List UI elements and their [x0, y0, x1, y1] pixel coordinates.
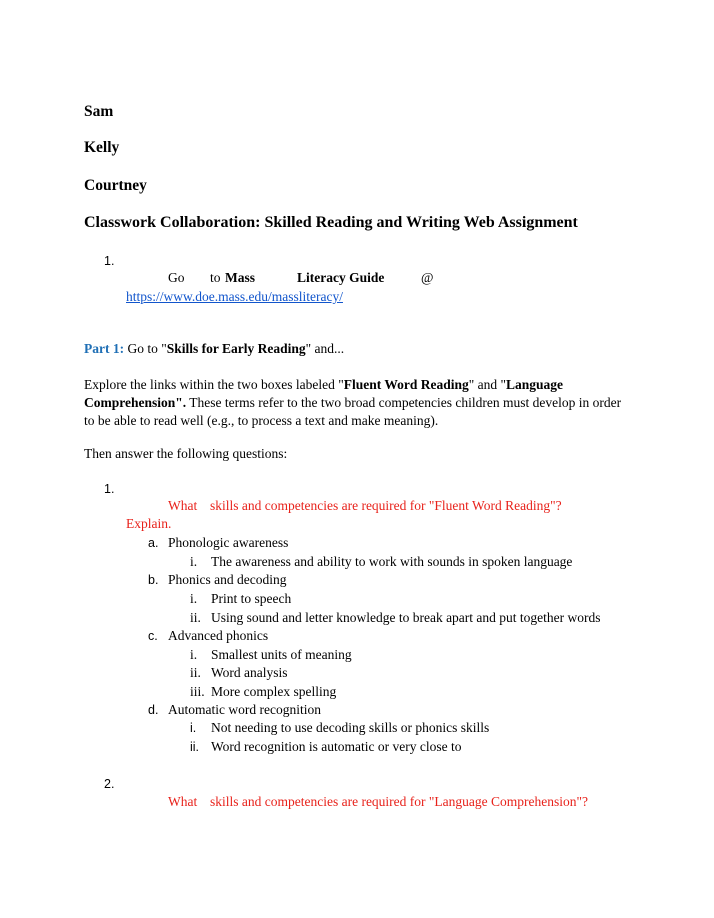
step-1-go: Go [168, 270, 185, 285]
step-1-mass: Mass [225, 270, 255, 285]
list-letter-b: b. [148, 573, 159, 587]
list-roman-b-ii: ii. [190, 610, 201, 625]
list-roman-b-i: i. [190, 591, 198, 606]
list-letter-d: d. [148, 703, 159, 717]
list-item-d: Automatic word recognition [168, 702, 321, 717]
step-1-number: 1. [104, 254, 115, 268]
list-subitem-c-ii: Word analysis [211, 665, 288, 680]
question-2-number: 2. [104, 777, 115, 791]
step-1-literacy-guide: Literacy Guide [297, 270, 385, 285]
list-subitem-c-i: Smallest units of meaning [211, 647, 352, 662]
step-1-to: to [210, 270, 221, 285]
explore-text-3: These terms refer to the two broad competencies children must develop in order to be able to read well (e.g., to process a text and make meaning). [84, 395, 622, 428]
list-item-b: Phonics and decoding [168, 572, 287, 587]
question-2-text: skills and competencies are required for "Language Comprehension"? [210, 794, 589, 809]
list-subitem-b-i: Print to speech [211, 591, 292, 606]
list-roman-c-iii: iii. [190, 684, 205, 699]
explore-paragraph [84, 376, 624, 430]
list-letter-a: a. [148, 536, 159, 550]
explore-fluent-word-reading: Fluent Word Reading [343, 377, 469, 392]
part-1-line [84, 341, 344, 357]
list-letter-c: c. [148, 629, 158, 643]
list-subitem-b-ii: Using sound and letter knowledge to break apart and put together words [211, 610, 601, 625]
list-roman-d-i: i. [190, 721, 197, 735]
part-1-post: " and... [305, 341, 345, 356]
list-subitem-c-iii: More complex spelling [211, 684, 337, 699]
step-1-at: @ [421, 270, 434, 285]
student-name-3: Courtney [84, 177, 147, 194]
part-1-pre: Go to " [124, 341, 167, 356]
part-1-label: Part 1: [84, 341, 125, 356]
question-1-what: What [168, 498, 198, 513]
explore-text-2: " and " [468, 377, 507, 392]
assignment-title: Classwork Collaboration: Skilled Reading and Writing Web Assignment [84, 214, 578, 231]
list-item-a: Phonologic awareness [168, 535, 289, 550]
list-roman-c-ii: ii. [190, 665, 201, 680]
question-1-explain: Explain. [126, 516, 172, 531]
part-1-skills-link-text: Skills for Early Reading [166, 341, 306, 356]
question-1-number: 1. [104, 482, 115, 496]
student-name-1: Sam [84, 103, 114, 120]
list-subitem-d-ii: Word recognition is automatic or very close to [211, 739, 462, 754]
explore-text-1: Explore the links within the two boxes labeled " [84, 377, 344, 392]
list-roman-a-i: i. [190, 554, 198, 569]
student-name-2: Kelly [84, 139, 120, 156]
question-1-text: skills and competencies are required for "Fluent Word Reading"? [210, 498, 562, 513]
explore-language-comprehension: Language Comprehension". [84, 377, 564, 410]
list-roman-c-i: i. [190, 647, 198, 662]
list-subitem-a-i: The awareness and ability to work with sounds in spoken language [211, 554, 573, 569]
mass-literacy-link[interactable]: https://www.doe.mass.edu/massliteracy/ [126, 289, 343, 304]
list-subitem-d-i: Not needing to use decoding skills or phonics skills [211, 720, 490, 735]
list-roman-d-ii: ii. [190, 740, 200, 754]
question-2-what: What [168, 794, 198, 809]
list-item-c: Advanced phonics [168, 628, 269, 643]
instructions-line: Then answer the following questions: [84, 446, 288, 461]
